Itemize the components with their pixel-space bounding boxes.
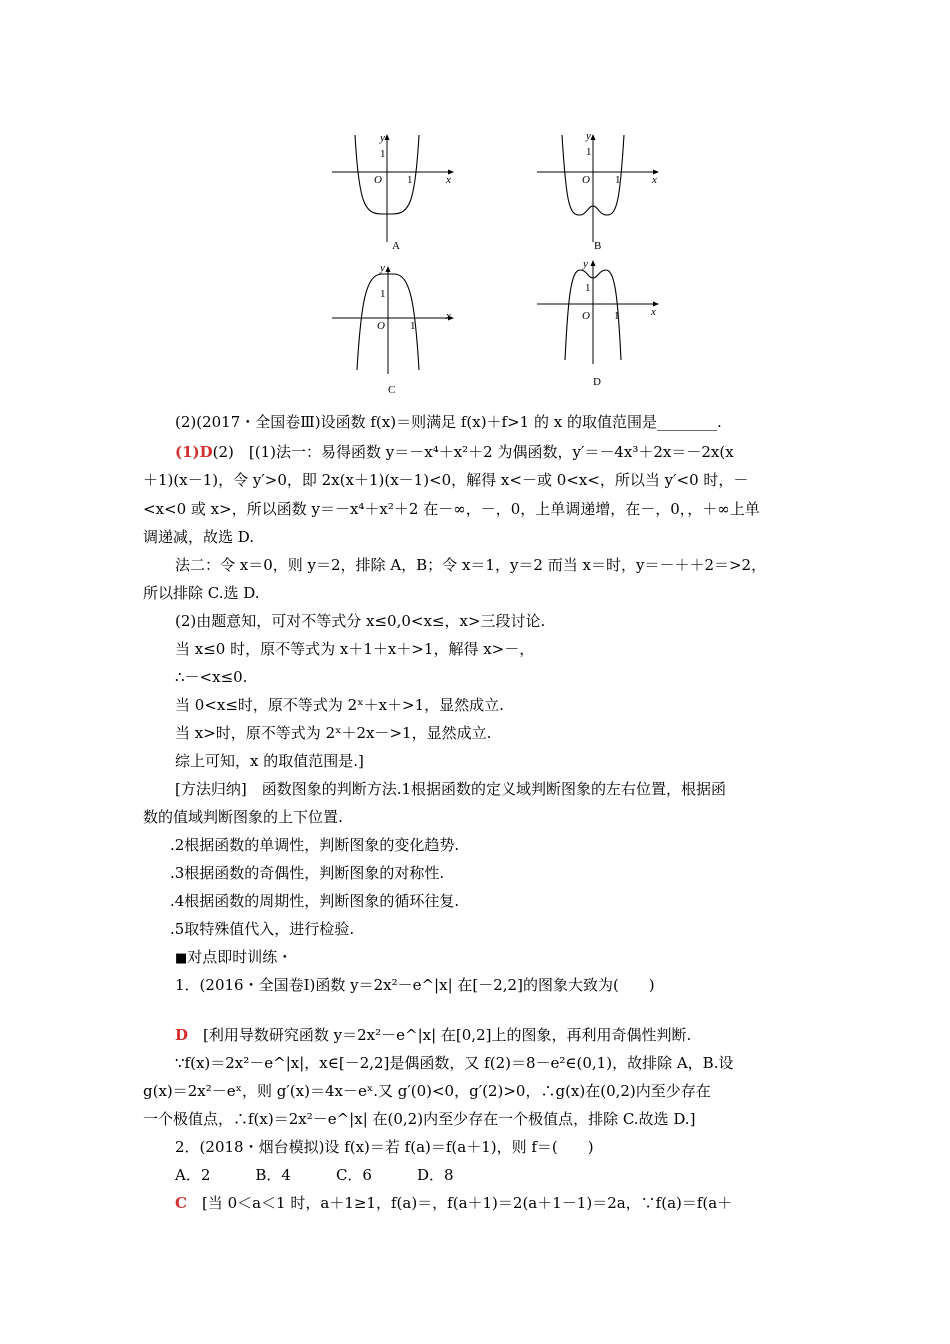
- graph-b: [535, 130, 665, 256]
- method-two-line: 所以排除 C.选 D.: [143, 584, 260, 602]
- graph-a-plot: [330, 130, 460, 256]
- graph-a-x-label: x: [446, 174, 451, 186]
- graph-a-origin: O: [374, 174, 382, 186]
- graph-c-caption: C: [388, 384, 396, 396]
- graph-d-origin: O: [582, 310, 590, 322]
- exercise-2-solution-text: [当 0＜a＜1 时，a＋1≥1，f(a)＝，f(a＋1)＝2(a＋1－1)＝2a，∵f(a)＝f(a＋: [186, 1194, 733, 1212]
- practice-heading: [175, 947, 292, 969]
- question-2-stem: (2)(2017・全国卷Ⅲ)设函数 f(x)＝则满足 f(x)＋f>1 的 x 的取值范围是________.: [175, 413, 722, 431]
- graph-a-tick-x: 1: [407, 174, 413, 186]
- method-item: .5取特殊值代入，进行检验.: [170, 920, 355, 938]
- graph-c-x-label: x: [446, 310, 451, 322]
- exercise-2-stem: 2．(2018・烟台模拟)设 f(x)＝若 f(a)＝f(a＋1)，则 f＝( ): [175, 1138, 594, 1156]
- answer-prev: (1)D: [175, 443, 213, 461]
- graph-d-tick-x: 1: [614, 310, 620, 322]
- square-bullet-icon: ■: [175, 951, 188, 966]
- exercise-1-solution: 一个极值点，∴f(x)＝2x²－e^|x| 在(0,2)内至少存在一个极值点，排除 C.故选 D.]: [143, 1110, 696, 1128]
- part-2-line: ∴－<x≤0.: [175, 668, 248, 686]
- solution-line: 调递减，故选 D.: [143, 528, 255, 546]
- graph-a-y-label: y: [380, 132, 385, 144]
- exercise-1-solution: g(x)＝2x²－eˣ，则 g′(x)＝4x－eˣ.又 g′(0)<0，g′(2)>0，∴g(x)在(0,2)内至少存在: [143, 1082, 711, 1100]
- graph-c-y-label: y: [380, 262, 385, 274]
- part-2-line: 当 x≤0 时，原不等式为 x＋1＋x＋>1，解得 x>－，: [175, 640, 535, 658]
- graph-c-tick-y: 1: [380, 288, 386, 300]
- graph-c: [330, 262, 460, 400]
- practice-heading-text: 对点即时训练・: [187, 948, 293, 966]
- exercise-1-solution: [175, 1025, 691, 1045]
- graph-d: [535, 258, 665, 390]
- exercise-1-solution-text: [利用导数研究函数 y＝2x²－e^|x| 在[0,2]上的图象，再利用奇偶性判断.: [188, 1026, 692, 1044]
- exercise-2-options: A．2 B．4 C．6 D．8: [175, 1166, 454, 1184]
- part-2-line: 当 x>时，原不等式为 2ˣ＋2x－>1，显然成立.: [175, 724, 492, 742]
- solution-line: ＋1)(x－1)，令 y′>0，即 2x(x＋1)(x－1)<0，解得 x<－或 0<x<，所以当 y′<0 时，－: [143, 471, 749, 489]
- answer-2: C: [175, 1194, 187, 1212]
- exercise-1-stem: 1．(2016・全国卷Ⅰ)函数 y＝2x²－e^|x| 在[－2,2]的图象大致为( ): [175, 976, 655, 994]
- graph-c-tick-x: 1: [410, 320, 416, 332]
- method-summary: 数的值域判断图象的上下位置.: [143, 808, 343, 826]
- exercise-2-solution: [175, 1193, 732, 1213]
- method-item: .4根据函数的周期性，判断图象的循环往复.: [170, 892, 460, 910]
- graph-a-caption: A: [392, 240, 400, 252]
- exercise-1-solution: ∵f(x)＝2x²－e^|x|，x∈[－2,2]是偶函数，又 f(2)＝8－e²∈(0,1)，故排除 A，B.设: [175, 1054, 734, 1072]
- graph-c-plot: [330, 262, 460, 400]
- graph-c-origin: O: [377, 320, 385, 332]
- part-2-line: (2)由题意知，可对不等式分 x≤0,0<x≤，x>三段讨论.: [175, 612, 546, 630]
- graph-d-plot: [535, 258, 665, 390]
- method-summary: [方法归纳] 函数图象的判断方法.1根据函数的定义域判断图象的左右位置，根据函: [175, 780, 727, 798]
- graph-d-x-label: x: [651, 306, 656, 318]
- graph-b-tick-x: 1: [615, 174, 621, 186]
- graph-d-y-label: y: [583, 258, 588, 270]
- method-two-line: 法二：令 x＝0，则 y＝2，排除 A，B；令 x＝1，y＝2 而当 x＝时，y＝－＋＋2＝>2，: [175, 556, 767, 574]
- graph-b-plot: [535, 130, 665, 256]
- graph-b-y-label: y: [586, 130, 591, 142]
- graph-b-tick-y: 1: [586, 146, 592, 158]
- graph-b-caption: B: [594, 240, 602, 252]
- part-2-line: 当 0<x≤时，原不等式为 2ˣ＋x＋>1，显然成立.: [175, 696, 504, 714]
- part-2-conclusion: 综上可知，x 的取值范围是.]: [175, 752, 364, 770]
- method-item: .3根据函数的奇偶性，判断图象的对称性.: [170, 864, 445, 882]
- solution-text: (2) [(1)法一：易得函数 y＝－x⁴＋x²＋2 为偶函数，y′＝－4x³＋2x＝－2x(x: [212, 443, 734, 461]
- answer-1: D: [175, 1026, 189, 1044]
- graph-b-origin: O: [582, 174, 590, 186]
- graph-d-tick-y: 1: [585, 282, 591, 294]
- graph-d-caption: D: [593, 376, 601, 388]
- graph-a: [330, 130, 460, 256]
- method-item: .2根据函数的单调性，判断图象的变化趋势.: [170, 836, 460, 854]
- graph-b-x-label: x: [652, 174, 657, 186]
- solution-line: [175, 442, 734, 462]
- solution-line: <x<0 或 x>，所以函数 y＝－x⁴＋x²＋2 在－∞，－，0，上单调递增，在－，0，，＋∞上单: [143, 500, 760, 518]
- graph-a-tick-y: 1: [380, 148, 386, 160]
